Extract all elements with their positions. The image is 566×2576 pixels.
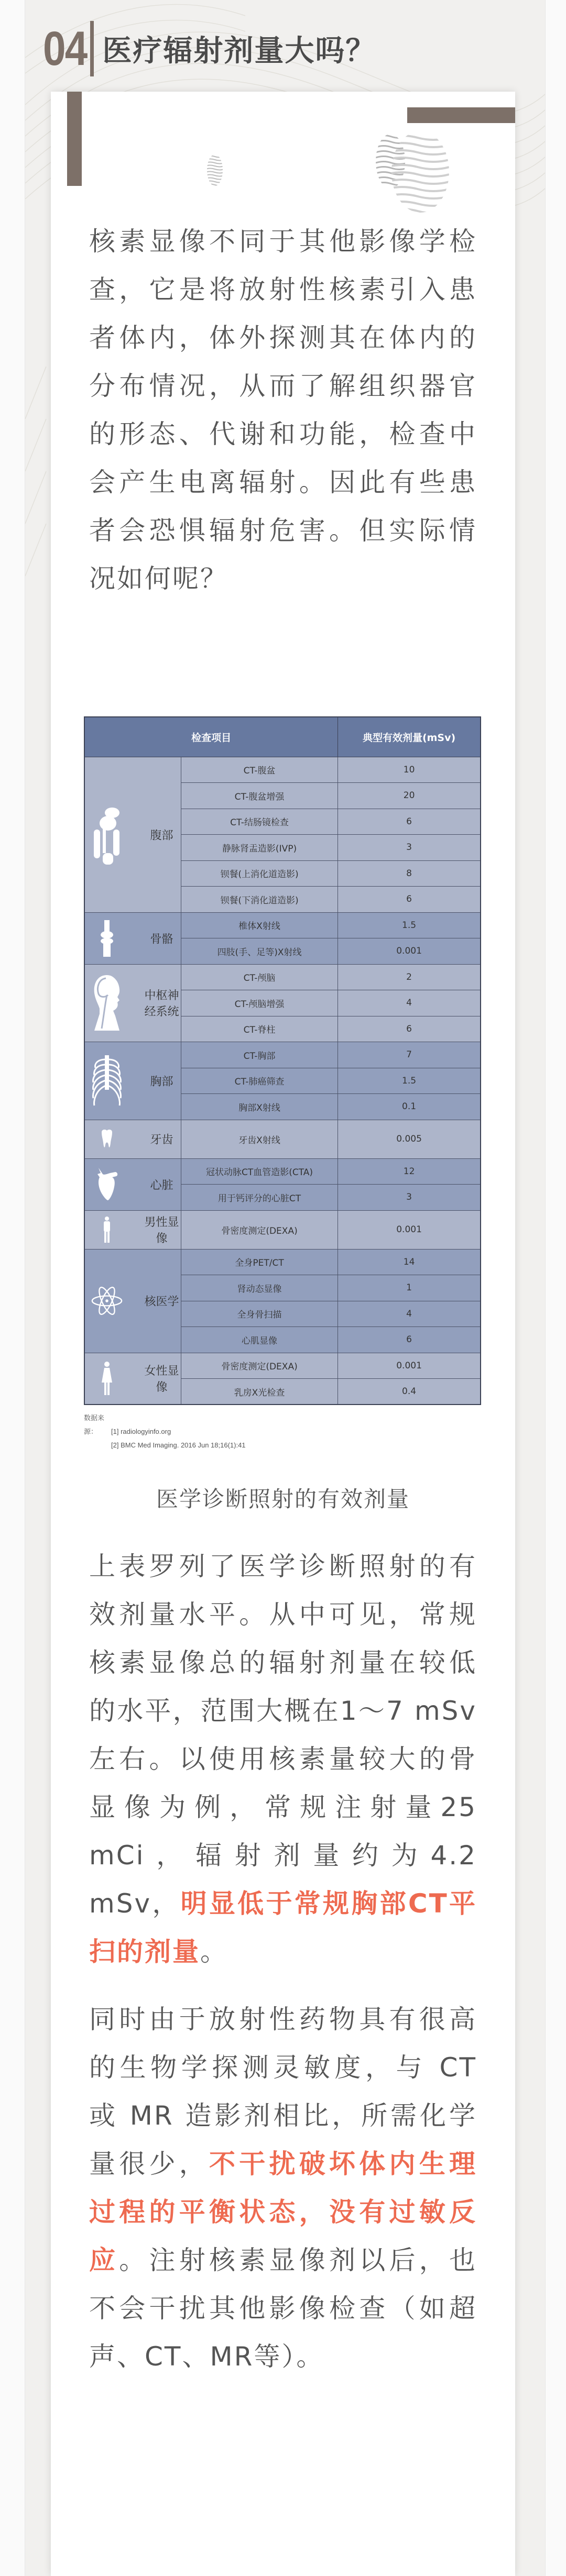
dose-cell: 1.5 [338,1068,481,1094]
atom-icon [91,1277,123,1324]
item-cell: 四肢(手、足等)X射线 [181,938,338,965]
item-cell: CT-胸部 [181,1042,338,1068]
category-label: 胸部 [150,1075,173,1089]
table-row [84,964,481,990]
dose-cell: 7 [338,1042,481,1068]
section-number: 04 [43,22,87,75]
item-cell: CT-颅脑 [181,964,338,990]
content-card [51,92,515,2576]
section-title: 医疗辐射剂量大吗？ [102,34,376,68]
sources-label: 数据来源： [84,1414,105,1435]
category-cell-abdomen [84,757,181,912]
decorative-bar-left [67,92,82,186]
female-figure-icon [91,1362,123,1395]
dose-cell: 4 [338,1301,481,1327]
dose-cell: 3 [338,835,481,861]
item-cell: 乳房X光检查 [181,1379,338,1405]
table-caption: 医学诊断照射的有效剂量 [156,1486,410,1512]
page-margin-left [0,0,25,2576]
item-cell: 椎体X射线 [181,912,338,938]
abdomen-organs-icon [91,803,123,866]
dose-cell: 0.4 [338,1379,481,1405]
item-cell: 冠状动脉CT血管造影(CTA) [181,1158,338,1185]
dose-cell: 6 [338,1327,481,1353]
paragraph-chemical-amount [89,1995,477,2381]
ribcage-icon [91,1052,123,1110]
table-row [84,757,481,783]
paragraph-text-after: 。注射核素显像剂以后，也不会干扰其他影像检查（如超声、CT、MR等）。 [89,2245,477,2372]
dose-cell: 4 [338,990,481,1016]
item-cell: CT-肺癌筛查 [181,1068,338,1094]
dose-cell: 2 [338,964,481,990]
category-cell-female [84,1353,181,1405]
item-cell: 骨密度测定(DEXA) [181,1353,338,1379]
category-label: 心脏 [150,1179,173,1192]
table-row [84,912,481,938]
item-cell: 钡餐(下消化道造影) [181,887,338,913]
head-profile-icon [91,974,123,1032]
dose-cell: 3 [338,1185,481,1211]
category-label: 骨骼 [150,933,173,946]
item-cell: 牙齿X射线 [181,1120,338,1158]
dose-cell: 1.5 [338,912,481,938]
table-header-item: 检查项目 [84,717,338,757]
category-label: 腹部 [150,829,173,842]
heart-icon [91,1168,123,1201]
intro-paragraph: 核素显像不同于其他影像学检查，它是将放射性核素引入患者体内，体外探测其在体内的分布情况，从而了解组织器官的形态、代谢和功能，检查中会产生电离辐射。因此有些患者会恐惧辐射危害。但实际情况如何呢？ [89,226,477,594]
paragraph-text: 同时由于放射性药物具有很高的生物学探测灵敏度，与 CT 或 MR 造影剂相比，所需化学量很少， [89,2004,477,2179]
source-1: [1] radiologyinfo.org [111,1428,171,1435]
dose-cell: 10 [338,757,481,783]
decorative-striped-circle-large [376,132,454,216]
highlight-text: 明显低于常规胸部CT平扫的剂量 [89,1888,477,1967]
item-cell: 胸部X射线 [181,1094,338,1120]
category-cell-male [84,1210,181,1249]
table-header-dose: 典型有效剂量(mSv) [338,717,481,757]
dose-cell: 14 [338,1249,481,1275]
table-row [84,1042,481,1068]
dose-cell: 6 [338,809,481,835]
item-cell: 全身骨扫描 [181,1301,338,1327]
table-row [84,1158,481,1185]
dose-cell: 0.001 [338,1353,481,1379]
heading-divider [90,21,94,76]
item-cell: 用于钙评分的心脏CT [181,1185,338,1211]
category-cell-heart [84,1158,181,1210]
table-row [84,1249,481,1275]
category-label: 女性显像 [144,1365,179,1395]
section-heading [43,20,376,78]
dose-cell: 1 [338,1275,481,1301]
category-cell-chest [84,1042,181,1120]
dose-cell: 0.001 [338,1210,481,1249]
table-row [84,1353,481,1379]
dose-cell: 0.005 [338,1120,481,1158]
category-label: 男性显像 [144,1216,179,1245]
item-cell: 静脉肾盂造影(IVP) [181,835,338,861]
category-cell-nuclear-medicine [84,1249,181,1353]
item-cell: CT-结肠镜检查 [181,809,338,835]
category-cell-teeth [84,1120,181,1158]
highlight-text: 不干扰破坏体内生理过程的平衡状态，没有过敏反应 [89,2149,477,2275]
dose-cell: 0.001 [338,938,481,965]
dose-cell: 20 [338,783,481,809]
page-margin-right [545,0,566,2576]
item-cell: CT-腹盆增强 [181,783,338,809]
item-cell: CT-脊柱 [181,1016,338,1042]
item-cell: 心肌显像 [181,1327,338,1353]
source-2: [2] BMC Med Imaging. 2016 Jun 18;16(1):41 [111,1441,246,1449]
dose-cell: 0.1 [338,1094,481,1120]
category-cell-cns [84,964,181,1042]
category-cell-skeleton [84,912,181,964]
dose-cell: 6 [338,887,481,913]
item-cell: CT-腹盆 [181,757,338,783]
dose-cell: 6 [338,1016,481,1042]
dose-cell: 12 [338,1158,481,1185]
item-cell: 肾动态显像 [181,1275,338,1301]
decorative-bar-right [407,107,515,123]
dose-table [84,716,481,1405]
item-cell: 钡餐(上消化道造影) [181,860,338,887]
dose-table-image [84,716,481,1405]
knee-bone-icon [91,920,123,957]
category-label: 核医学 [144,1295,179,1309]
category-label: 中枢神经系统 [144,989,179,1019]
dose-cell: 8 [338,860,481,887]
paragraph-dose-levels [89,1542,477,1976]
paragraph-text: 上表罗列了医学诊断照射的有效剂量水平。从中可见，常规核素显像总的辐射剂量在较低的水平，范围大概在1～7 mSv左右。以使用核素量较大的骨显像为例，常规注射量25 mCi，辐射剂量约为4.2 mSv， [89,1551,477,1919]
male-figure-icon [91,1217,123,1243]
item-cell: CT-颅脑增强 [181,990,338,1016]
tooth-icon [91,1129,123,1149]
item-cell: 骨密度测定(DEXA) [181,1210,338,1249]
table-row [84,1210,481,1249]
decorative-striped-circle-small [205,153,224,187]
table-row [84,1120,481,1158]
item-cell: 全身PET/CT [181,1249,338,1275]
category-label: 牙齿 [150,1133,173,1147]
data-sources [84,1411,246,1452]
paragraph-tail: 。 [200,1937,228,1967]
